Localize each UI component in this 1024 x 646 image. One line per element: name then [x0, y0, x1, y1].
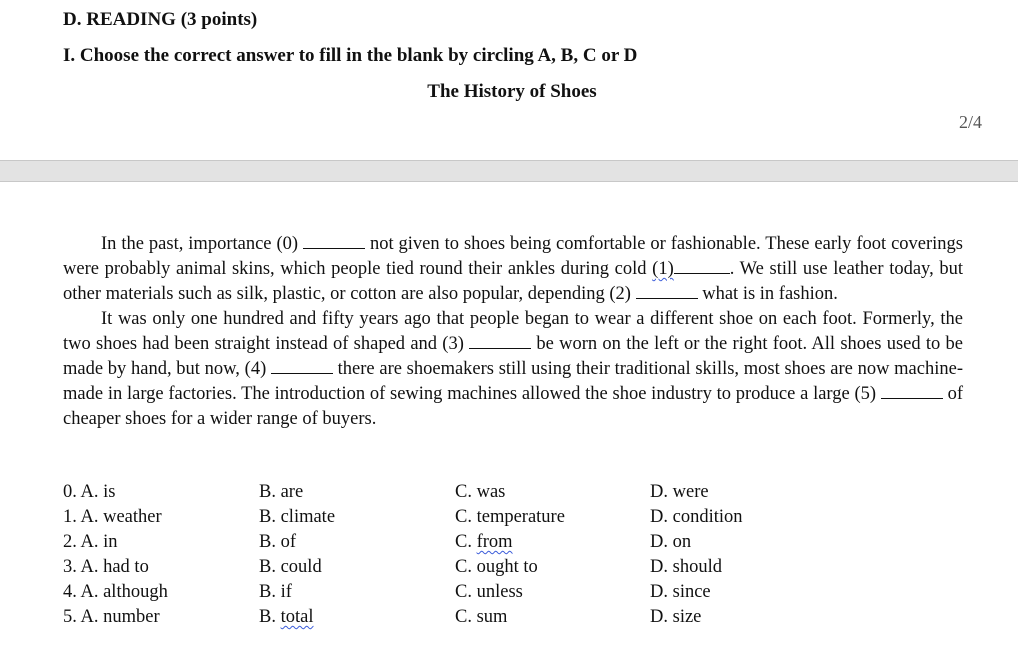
blank-3	[469, 334, 531, 349]
option-b[interactable]: B. are	[259, 482, 304, 502]
option-a[interactable]: 0. A. is	[63, 482, 116, 502]
instruction-text: I. Choose the correct answer to fill in the blank by circling A, B, C or D	[63, 45, 638, 66]
question-row	[63, 532, 963, 557]
option-a[interactable]: 5. A. number	[63, 607, 160, 627]
question-row	[63, 582, 963, 607]
paragraph-2: It was only one hundred and fifty years ago that people began to wear a different shoe on each foot. Formerly, the two shoes had been straight instead of shaped and (3) be worn on the left or the right foot. All shoes used to be made by hand, but now, (4) there are shoemakers still using their traditional skills, most shoes are now machine-made in large factories. The introduction of sewing machines allowed the shoe industry to produce a large (5) of cheaper shoes for a wider range of buyers.	[63, 309, 963, 429]
question-row	[63, 557, 963, 582]
option-a[interactable]: 1. A. weather	[63, 507, 162, 527]
answer-options	[63, 482, 963, 632]
option-a[interactable]: 4. A. although	[63, 582, 168, 602]
option-d[interactable]: D. were	[650, 482, 709, 502]
blank-2	[636, 284, 698, 299]
blank-1-number: (1)	[652, 259, 674, 279]
option-c[interactable]: C. was	[455, 482, 506, 502]
option-c[interactable]: C. unless	[455, 582, 523, 602]
option-a[interactable]: 2. A. in	[63, 532, 118, 552]
section-heading: D. READING (3 points)	[63, 9, 258, 30]
question-row	[63, 507, 963, 532]
reading-passage	[63, 232, 963, 432]
option-c[interactable]: C. from	[455, 532, 513, 552]
option-d[interactable]: D. on	[650, 532, 692, 552]
blank-5	[881, 384, 943, 399]
option-d[interactable]: D. size	[650, 607, 702, 627]
option-c[interactable]: C. sum	[455, 607, 508, 627]
option-d[interactable]: D. should	[650, 557, 722, 577]
blank-0	[303, 234, 365, 249]
option-b[interactable]: B. climate	[259, 507, 336, 527]
option-c[interactable]: C. ought to	[455, 557, 538, 577]
option-c[interactable]: C. temperature	[455, 507, 565, 527]
page-indicator: 2/4	[958, 112, 982, 132]
question-row	[63, 482, 963, 507]
passage-title: The History of Shoes	[427, 81, 597, 102]
option-b[interactable]: B. could	[259, 557, 322, 577]
option-b[interactable]: B. if	[259, 582, 292, 602]
option-b[interactable]: B. total	[259, 607, 314, 627]
option-d[interactable]: D. since	[650, 582, 711, 602]
option-b[interactable]: B. of	[259, 532, 297, 552]
paragraph-1: In the past, importance (0) not given to shoes being comfortable or fashionable. These early foot coverings were probably animal skins, which people tied round their ankles during cold (1) . We still use leather today, but other materials such as silk, plastic, or cotton are also popular, depending (2) what is in fashion.	[63, 234, 963, 304]
blank-1	[674, 259, 730, 274]
option-d[interactable]: D. condition	[650, 507, 743, 527]
page-separator	[0, 160, 1018, 182]
option-a[interactable]: 3. A. had to	[63, 557, 149, 577]
question-row	[63, 607, 963, 632]
document-page-upper	[0, 0, 1018, 160]
blank-4	[271, 359, 333, 374]
